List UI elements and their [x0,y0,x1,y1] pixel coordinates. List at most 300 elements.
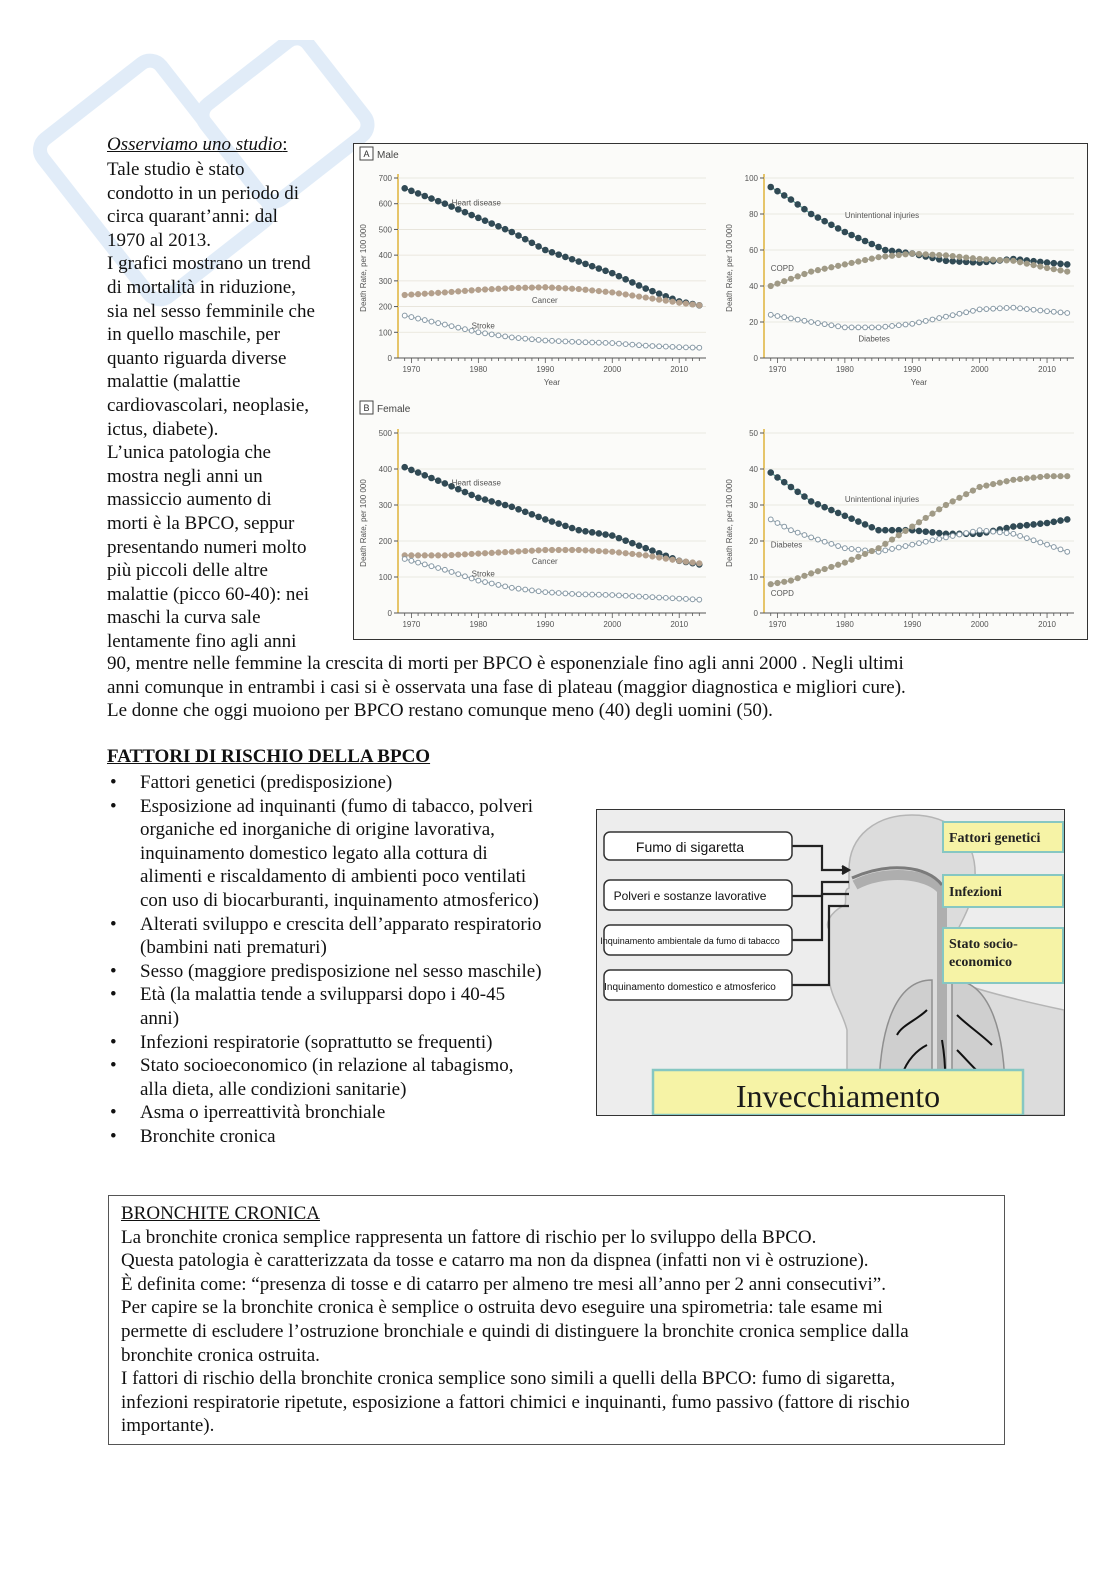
data-point [549,547,554,552]
data-point [462,489,468,495]
data-point [1045,309,1050,314]
data-point [917,320,922,325]
panel-b-label: Female [377,404,411,415]
data-point [463,574,468,579]
data-point [630,594,635,599]
data-point [462,209,468,215]
data-point [829,564,834,569]
data-point [543,285,548,290]
data-point [896,252,901,257]
data-point [1051,309,1056,314]
data-point [677,300,682,305]
data-point [789,316,794,321]
data-point [583,528,589,534]
data-point [890,324,895,329]
data-point [944,535,949,540]
y-tick-label: 0 [753,609,758,618]
data-point [863,325,868,330]
data-point [442,290,447,295]
data-point [657,297,662,302]
data-point [1038,308,1043,313]
data-point [775,281,780,286]
data-point [603,289,608,294]
data-point [809,269,814,274]
x-tick-label: 1970 [402,365,421,374]
data-point [442,567,447,572]
data-point [903,252,908,257]
data-point [1044,474,1049,479]
data-point [795,576,800,581]
list-line: alla dieta, alle condizioni sanitarie) [140,1078,407,1100]
data-point [550,338,555,343]
data-point [596,340,601,345]
data-point [583,261,589,267]
data-point [429,291,434,296]
x-tick-label: 2000 [603,620,622,629]
data-point [623,551,628,556]
data-point [576,527,582,533]
data-point [496,224,502,230]
data-point [502,502,508,508]
data-point [509,504,515,510]
data-point [1065,549,1070,554]
data-point [970,488,975,493]
data-point [536,548,541,553]
data-point [636,294,641,299]
data-point [690,597,695,602]
x-tick-label: 1990 [536,365,555,374]
data-point [476,215,482,221]
list-line: (bambini nati prematuri) [140,937,327,959]
box-line: infezioni respiratorie ripetute, esposizione a fattori chimici e inquinanti, fumo passivo (fattore di rischio [121,1391,910,1413]
data-point [1051,545,1056,550]
data-point [1004,531,1009,536]
data-point [883,541,888,546]
data-point [616,291,621,296]
intro-line: malattie (picco 60-40): nei [107,583,310,605]
data-point [1031,307,1036,312]
intro-line: morti è la BPCO, seppur [107,512,295,534]
data-point [842,325,847,330]
data-point [809,571,814,576]
data-point [1038,474,1043,479]
data-point [815,215,821,221]
panel-b-letter: B [363,403,370,413]
series-label: Heart disease [451,478,501,488]
x-tick-label: 1970 [768,620,787,629]
list-item [107,960,587,984]
data-point [569,256,575,262]
data-point [822,266,827,271]
data-point [802,271,807,276]
data-point [630,551,635,556]
data-point [462,552,467,557]
data-point [1038,521,1044,527]
data-point [650,288,656,294]
y-tick-label: 20 [749,318,758,327]
box-line: permette di escludere l’ostruzione bronchiale e quindi di distinguere la bronchite cronica semplice dalla [121,1320,909,1342]
data-point [609,270,615,276]
data-point [463,327,468,332]
data-point [563,591,568,596]
data-point [516,336,521,341]
data-point [456,572,461,577]
data-point [923,539,928,544]
list-item [107,913,587,960]
intro-line: anni comunque in entrambi i casi si è osservata una fase di plateau (maggior diagnostica e migliori cure). [107,676,906,698]
list-line: anni) [140,1007,180,1029]
data-point [429,196,435,202]
data-point [563,286,568,291]
y-axis-label: Death Rate, per 100 000 [359,479,368,567]
x-tick-label: 1970 [402,620,421,629]
intro-line: L’unica patologia che [107,442,271,464]
data-point [849,260,854,265]
list-line: Bronchite cronica [140,1125,276,1147]
data-point [603,340,608,345]
x-tick-label: 1980 [469,620,488,629]
box-line: bronchite cronica ostruita. [121,1344,320,1366]
data-point [650,595,655,600]
y-tick-label: 100 [744,174,758,183]
data-point [583,287,588,292]
data-point [782,579,787,584]
data-point [435,198,441,204]
bullet-icon: • [110,1055,117,1077]
box-line: I fattori di rischio della bronchite cronica semplice sono simili a quelli della BPCO: fumo di sigaretta, [121,1368,896,1390]
data-point [402,464,408,470]
data-point [650,548,656,554]
intro-line: sia nel sesso femminile che [107,300,315,322]
data-point [536,589,541,594]
data-point [516,507,522,513]
data-point [509,335,514,340]
data-point [509,585,514,590]
y-tick-label: 300 [378,501,392,510]
data-point [415,470,421,476]
y-tick-label: 80 [749,210,758,219]
data-point [991,306,996,311]
data-point [543,590,548,595]
factor-box-socioeconomic [943,928,1063,983]
data-point [1051,267,1056,272]
series-label: Cancer [531,557,558,566]
data-point [663,556,668,561]
intro-line: circa quarant’anni: dal [107,206,278,228]
bullet-icon: • [110,1125,117,1147]
data-point [603,532,609,538]
data-point [775,521,780,526]
data-point [1017,476,1022,481]
data-point [482,497,488,503]
data-point [683,301,688,306]
data-point [522,509,528,515]
data-point [636,283,642,289]
data-point [1051,474,1056,479]
data-point [930,538,935,543]
intro-line: di mortalità in riduzione, [107,276,296,298]
factor-label: Infezioni [949,885,1002,900]
data-point [569,547,574,552]
data-point [957,311,962,316]
data-point [663,298,668,303]
data-point [984,307,989,312]
data-point [637,343,642,348]
data-point [1058,474,1063,479]
intro-paragraph-continued [107,652,1007,723]
data-point [856,235,862,241]
data-point [489,221,495,227]
x-tick-label: 2000 [970,620,989,629]
data-point [589,263,595,269]
data-point [536,285,541,290]
data-point [422,318,427,323]
data-point [964,492,969,497]
data-point [435,478,441,484]
data-point [816,321,821,326]
aging-label: Invecchiamento [735,1078,941,1114]
data-point [415,292,420,297]
data-point [849,516,855,522]
chronic-bronchitis-box [108,1195,1005,1445]
data-point [576,592,581,597]
data-point [483,580,488,585]
data-point [788,276,793,281]
list-line: Asma o iperreattività bronchiale [140,1102,386,1124]
data-point [896,545,901,550]
data-point [509,229,515,235]
data-point [910,251,915,256]
data-point [683,559,688,564]
data-point [576,259,582,265]
data-point [1004,258,1009,263]
data-point [795,530,800,535]
intro-paragraph [107,158,347,653]
data-point [610,341,615,346]
data-point [768,582,773,587]
data-point [409,553,414,558]
data-point [416,560,421,565]
x-tick-label: 2010 [1038,620,1056,629]
y-tick-label: 100 [378,573,392,582]
series-label: Heart disease [451,198,501,208]
factor-label: Stato socio- [949,937,1018,952]
data-point [617,341,622,346]
data-point [529,285,534,290]
data-point [489,581,494,586]
data-point [623,342,628,347]
list-item [107,1031,587,1055]
data-point [456,289,461,294]
x-tick-label: 1990 [536,620,555,629]
data-point [795,274,800,279]
box-line: È definita come: “presenza di tosse e di catarro per almeno tre mesi all’anno per 2 anni consecutivi”. [121,1273,886,1295]
data-point [436,321,441,326]
data-point [523,548,528,553]
box-line: La bronchite cronica semplice rappresenta un fattore di rischio per lo sviluppo della BPCO. [121,1226,817,1248]
x-tick-label: 1980 [835,620,854,629]
data-point [991,257,996,262]
data-point [768,517,773,522]
data-point [991,529,996,534]
list-item [107,983,587,1030]
y-tick-label: 500 [378,225,392,235]
data-point [849,232,855,238]
data-point [596,531,602,537]
data-point [409,558,414,563]
data-point [516,586,521,591]
intro-line: condotto in un periodo di [107,182,300,204]
data-point [529,548,534,553]
data-point [916,520,921,525]
data-point [1011,531,1016,536]
data-point [476,330,481,335]
data-point [829,265,834,270]
data-point [856,259,861,264]
data-point [822,539,827,544]
intro-line: quanto riguarda diverse [107,347,287,369]
data-point [489,550,494,555]
aging-banner [653,1070,1023,1115]
series-label: Stroke [471,569,495,579]
data-point [950,534,955,539]
data-point [836,324,841,329]
data-point [442,481,448,487]
data-point [775,188,781,194]
data-point [530,337,535,342]
data-point [802,206,808,212]
data-point [1018,534,1023,539]
intro-line: mostra negli anni un [107,465,263,487]
data-point [663,344,668,349]
data-point [883,527,889,533]
y-tick-label: 300 [378,276,392,286]
data-point [596,548,601,553]
bullet-icon: • [110,913,117,935]
data-point [697,303,702,308]
data-point [856,325,861,330]
y-tick-label: 700 [378,174,392,183]
data-point [876,244,882,250]
data-point [977,256,982,261]
intro-line: 1970 al 2013. [107,229,211,251]
data-point [643,343,648,348]
data-point [623,593,628,598]
list-item [107,795,587,913]
data-point [563,254,569,260]
data-point [482,287,487,292]
data-point [670,344,675,349]
data-point [522,236,528,242]
data-point [402,292,407,297]
data-point [889,537,894,542]
data-point [442,201,448,207]
bullet-icon: • [110,1031,117,1053]
intro-line: 90, mentre nelle femmine la crescita di morti per BPCO è esponenziale fino agli anni 2000 . Negli ultimi [107,653,904,674]
data-point [876,255,881,260]
y-tick-label: 40 [749,465,758,474]
data-point [442,553,447,558]
data-point [896,533,901,538]
data-point [409,292,414,297]
y-tick-label: 0 [753,354,758,363]
data-point [802,533,807,538]
data-point [923,515,928,520]
data-point [910,524,915,529]
series-label: COPD [770,263,794,273]
data-point [429,475,435,481]
data-point [889,527,895,533]
data-point [449,552,454,557]
data-point [556,285,561,290]
data-point [563,547,568,552]
x-tick-label: 1970 [768,365,787,374]
data-point [822,322,827,327]
bullet-icon: • [110,984,117,1006]
data-point [795,317,800,322]
factor-box-passive-smoke [600,925,792,955]
data-point [1024,536,1029,541]
data-point [910,542,915,547]
data-point [449,324,454,329]
data-point [984,529,989,534]
data-point [636,552,641,557]
data-point [442,322,447,327]
data-point [630,540,636,546]
data-point [657,555,662,560]
box-line: Questa patologia è caratterizzata da tosse e catarro ma non da dispnea (infatti non vi è ostruzione). [121,1250,869,1272]
y-tick-label: 400 [378,465,392,474]
data-point [788,197,794,203]
intro-line: I grafici mostrano un trend [107,253,311,275]
data-point [536,244,542,250]
x-tick-label: 1990 [903,620,922,629]
bullet-icon: • [110,960,117,982]
y-tick-label: 200 [378,537,392,546]
data-point [1058,268,1063,273]
data-point [449,289,454,294]
data-point [936,530,942,536]
data-point [1038,540,1043,545]
data-point [1038,264,1043,269]
data-point [775,580,780,585]
intro-line: lentamente fino agli anni [107,630,297,652]
data-point [583,340,588,345]
data-point [603,592,608,597]
data-point [543,547,548,552]
data-point [910,321,915,326]
box-line: importante). [121,1415,215,1437]
data-point [862,238,868,244]
list-line: inquinamento domestico legato alla cottura di [140,842,488,864]
data-point [656,291,662,297]
data-point [930,317,935,322]
data-point [670,299,675,304]
data-point [1045,542,1050,547]
data-point [596,288,601,293]
data-point [690,560,695,565]
data-point [636,543,642,549]
intro-line: cardiovascolari, neoplasie, [107,394,310,416]
data-point [677,596,682,601]
x-tick-label: 2000 [603,365,622,374]
data-point [643,545,649,551]
data-point [623,538,629,544]
data-point [775,475,781,481]
data-point [930,530,936,536]
data-point [563,523,569,529]
data-point [916,251,921,256]
